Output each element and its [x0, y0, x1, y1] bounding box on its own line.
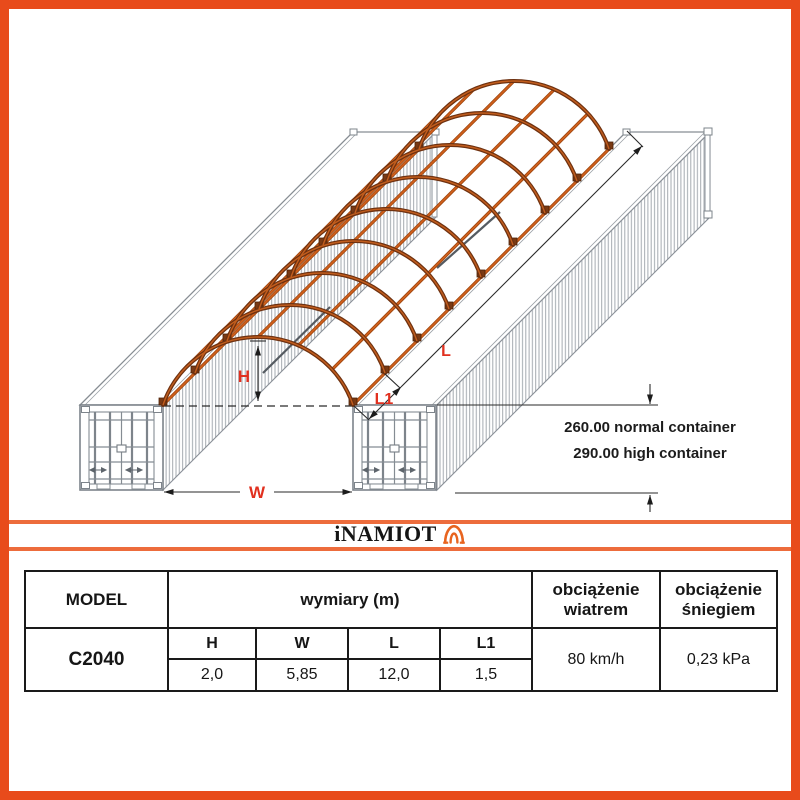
value-h: 2,0	[168, 659, 256, 691]
label-l1: L1	[374, 391, 394, 408]
logo	[9, 521, 791, 547]
left-container-doors	[80, 405, 163, 490]
spec-table	[24, 570, 778, 692]
value-l: 12,0	[348, 659, 440, 691]
model-value: C2040	[25, 628, 168, 691]
header-dimensions: wymiary (m)	[168, 571, 532, 628]
col-l: L	[348, 628, 440, 659]
col-l1: L1	[440, 628, 532, 659]
label-l: L	[441, 343, 451, 360]
shelter-drawing	[9, 9, 791, 512]
high-container-height: 290.00 high container	[573, 445, 727, 462]
right-container-doors	[353, 405, 436, 490]
tent-icon	[442, 524, 466, 544]
value-w: 5,85	[256, 659, 348, 691]
wind-value: 80 km/h	[532, 628, 660, 691]
header-snow-load: obciążenie śniegiem	[660, 571, 777, 628]
value-l1: 1,5	[440, 659, 532, 691]
height-annotations	[564, 419, 736, 462]
header-wind-load: obciążenie wiatrem	[532, 571, 660, 628]
label-w: W	[248, 483, 266, 502]
col-w: W	[256, 628, 348, 659]
normal-container-height: 260.00 normal container	[564, 419, 736, 436]
header-model: MODEL	[25, 571, 168, 628]
divider-bottom	[9, 547, 791, 551]
col-h: H	[168, 628, 256, 659]
snow-value: 0,23 kPa	[660, 628, 777, 691]
brand-name: iNAMIOT	[334, 521, 437, 546]
label-h: H	[237, 367, 250, 386]
